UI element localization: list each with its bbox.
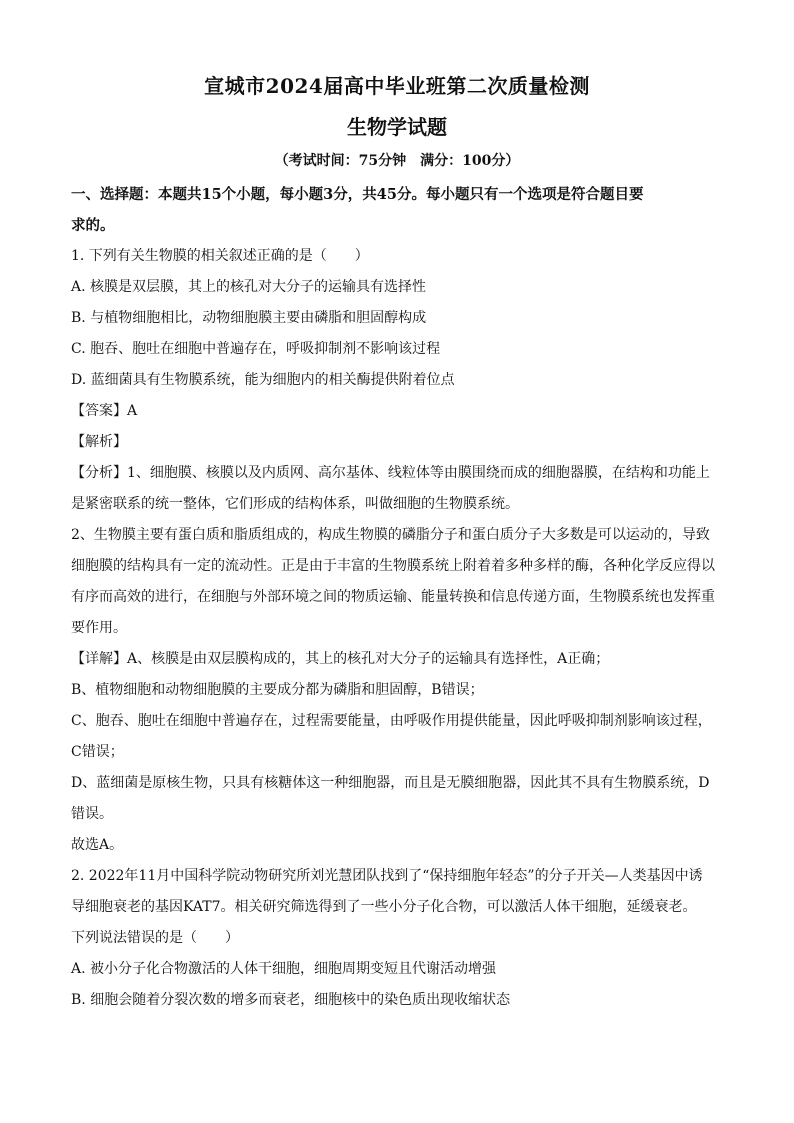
analysis-paragraph-1-cont: 是紧密联系的统一整体，它们形成的结构体系，叫做细胞的生物膜系统。 [71,496,519,512]
question-1-stem: 1. 下列有关生物膜的相关叙述正确的是（ ） [71,248,369,264]
question-2-option-b: B. 细胞会随着分裂次数的增多而衰老，细胞核中的染色质出现收缩状态 [71,992,511,1008]
detail-d-cont: 错误。 [71,806,113,822]
exam-title: 宣城市2024届高中毕业班第二次质量检测 [204,74,590,98]
analysis-paragraph-2-cont: 细胞膜的结构具有一定的流动性。正是由于丰富的生物膜系统上附着着多种多样的酶，各种化学反应得以 [71,558,715,574]
detail-c: C、胞吞、胞吐在细胞中普遍存在，过程需要能量，由呼吸作用提供能量，因此呼吸抑制剂影响该过程， [71,713,712,729]
question-2-stem: 2. 2022年11月中国科学院动物研究所刘光慧团队找到了“保持细胞年轻态”的分子开关—人类基因中诱 [71,868,703,884]
detail-b: B、植物细胞和动物细胞膜的主要成分都为磷脂和胆固醇，B错误； [71,682,484,698]
question-1-option-c: C. 胞吞、胞吐在细胞中普遍存在，呼吸抑制剂不影响该过程 [71,341,441,357]
section-heading-cont: 求的。 [71,217,115,234]
question-1-analysis-label: 【解析】 [71,434,127,450]
detail-d: D、蓝细菌是原核生物，只具有核糖体这一种细胞器，而且是无膜细胞器，因此其不具有生物膜系统，D [71,775,710,791]
question-2-stem-cont: 下列说法错误的是（ ） [71,930,239,946]
analysis-paragraph-2-cont: 要作用。 [71,620,127,636]
exam-info: （考试时间：75分钟 满分：100分） [274,153,520,169]
question-1-option-b: B. 与植物细胞相比，动物细胞膜主要由磷脂和胆固醇构成 [71,310,427,326]
question-1-option-a: A. 核膜是双层膜，其上的核孔对大分子的运输具有选择性 [71,279,427,295]
question-1-option-d: D. 蓝细菌具有生物膜系统，能为细胞内的相关酶提供附着位点 [71,372,455,388]
analysis-paragraph-2-cont: 有序而高效的进行，在细胞与外部环境之间的物质运输、能量转换和信息传递方面，生物膜系统也发挥重 [71,589,715,605]
subject-title: 生物学试题 [347,115,447,139]
question-2-stem-cont: 导细胞衰老的基因KAT7。相关研究筛选得到了一些小分子化合物，可以激活人体干细胞，延缓衰老。 [71,899,697,915]
question-1-answer: 【答案】A [71,403,138,419]
analysis-paragraph-2: 2、生物膜主要有蛋白质和脂质组成的，构成生物膜的磷脂分子和蛋白质分子大多数是可以运动的，导致 [71,527,710,543]
document-body [71,179,725,1016]
detail-c-cont: C错误； [71,744,124,760]
question-1-conclusion: 故选A。 [71,837,124,853]
detail-a: 【详解】A、核膜是由双层膜构成的，其上的核孔对大分子的运输具有选择性，A正确； [71,651,610,667]
section-heading: 一、选择题：本题共15个小题，每小题3分，共45分。每小题只有一个选项是符合题目要 [71,186,644,203]
question-2-option-a: A. 被小分子化合物激活的人体干细胞，细胞周期变短且代谢活动增强 [71,961,497,977]
analysis-paragraph-1: 【分析】1、细胞膜、核膜以及内质网、高尔基体、线粒体等由膜围绕而成的细胞器膜，在结构和功能上 [71,465,710,481]
